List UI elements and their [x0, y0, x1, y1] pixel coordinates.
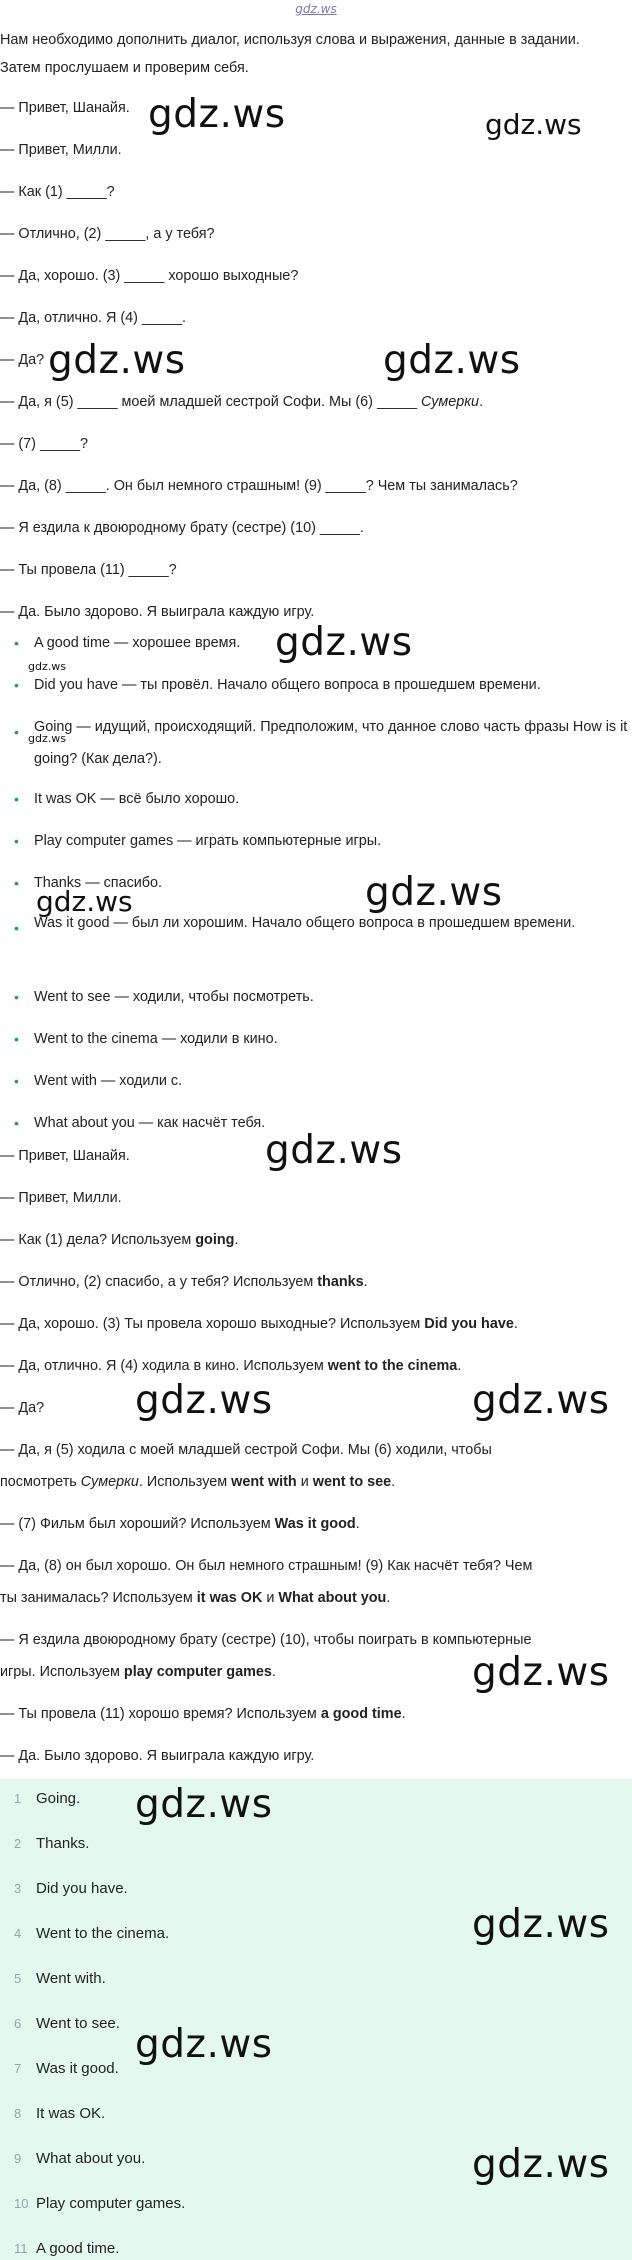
answer-dialog-line — [0, 1703, 632, 1725]
answer-text: . — [234, 1232, 239, 1248]
bullet-icon: • — [14, 920, 19, 936]
bullet-icon: • — [14, 677, 19, 693]
watermark: gdz.ws — [472, 1378, 610, 1423]
watermark: gdz.ws — [148, 92, 286, 137]
vocab-text: Going — идущий, происходящий. Предположим, что данное слово часть фразы How is it going? (Как дела?). — [34, 719, 628, 767]
answers-box — [0, 1779, 632, 2260]
dialog-line: — Привет, Милли. — [0, 142, 122, 158]
dialog-line: — Отлично, (2) _____, а у тебя? — [0, 226, 215, 242]
dialog-line: — Да? — [0, 352, 45, 368]
answer-dialog-line — [0, 1313, 632, 1335]
vocab-text: What about you — как насчёт тебя. — [34, 1115, 266, 1131]
watermark: gdz.ws — [135, 2022, 273, 2067]
watermark: gdz.ws — [275, 620, 413, 665]
answer-text: — Да, хорошо. (3) Ты провела хорошо выходные? Используем — [0, 1316, 425, 1332]
answer-text: Going. — [36, 1790, 81, 1807]
vocab-item — [14, 1028, 632, 1050]
answer-number: 1 — [14, 1791, 22, 1806]
answer-dialog-line: — Привет, Шанайя. — [0, 1148, 130, 1164]
answer-text: . — [355, 1516, 360, 1532]
vocab-item — [14, 1070, 632, 1092]
vocab-item — [14, 788, 632, 810]
answer-number: 3 — [14, 1881, 22, 1896]
answer-text: What about you. — [36, 2150, 146, 2167]
bullet-icon: • — [14, 724, 19, 740]
answer-text: A good time. — [36, 2240, 120, 2257]
answer-keyword: went to the cinema — [327, 1358, 458, 1374]
vocab-text: Went to see — ходили, чтобы посмотреть. — [34, 989, 314, 1005]
dialog-line: — Привет, Шанайя. — [0, 100, 130, 116]
answer-dialog-line — [0, 1513, 632, 1535]
answer-text: Was it good. — [36, 2060, 119, 2077]
task-intro: Нам необходимо дополнить диалог, используя слова и выражения, данные в задании. Затем прослушаем и проверим себя. — [0, 32, 580, 76]
vocab-item — [14, 830, 632, 852]
answer-keyword: Was it good — [274, 1516, 356, 1532]
answer-text: Went to see. — [36, 2015, 120, 2032]
answer-text: и — [262, 1590, 279, 1606]
answer-keyword: thanks — [317, 1274, 364, 1290]
answer-dialog-line — [0, 1587, 632, 1609]
vocab-text: A good time — хорошее время. — [34, 635, 241, 651]
vocab-text: Went with — ходили с. — [34, 1073, 183, 1089]
answer-keyword: went to see — [312, 1474, 392, 1490]
watermark: gdz.ws — [135, 1782, 273, 1827]
watermark: gdz.ws — [48, 338, 186, 383]
answer-keyword: went with — [231, 1474, 297, 1490]
watermark: gdz.ws — [383, 338, 521, 383]
answer-keyword: play computer games — [123, 1664, 272, 1680]
answer-dialog-line: — Да. Было здорово. Я выиграла каждую игру. — [0, 1748, 315, 1764]
answer-dialog-line — [0, 1629, 632, 1651]
answer-text: — Я ездила двоюродному брату (сестре) (10), чтобы поиграть в компьютерные — [0, 1632, 532, 1648]
watermark: gdz.ws — [265, 1128, 403, 1173]
answer-keyword: it was OK — [196, 1590, 263, 1606]
vocab-item — [14, 986, 632, 1008]
answer-keyword: going — [195, 1232, 235, 1248]
watermark: gdz.ws — [485, 108, 582, 141]
answer-dialog-line — [0, 1355, 632, 1377]
answer-text: . — [271, 1664, 276, 1680]
answer-number: 7 — [14, 2061, 22, 2076]
answer-number: 11 — [14, 2241, 28, 2256]
answer-text: Went with. — [36, 1970, 106, 1987]
site-logo[interactable]: gdz.ws — [295, 2, 337, 16]
dialog-line: — Да, (8) _____. Он был немного страшным! (9) _____? Чем ты занималась? — [0, 478, 518, 494]
answer-keyword: What about you — [278, 1590, 387, 1606]
answer-text: . Используем — [138, 1474, 232, 1490]
watermark: gdz.ws — [135, 1378, 273, 1423]
dialog-line: — Ты провела (11) _____? — [0, 562, 177, 578]
bullet-icon: • — [14, 1031, 19, 1047]
dialog-line — [0, 391, 632, 413]
answer-text: It was OK. — [36, 2105, 106, 2122]
answer-text: . — [363, 1274, 368, 1290]
answer-number: 2 — [14, 1836, 22, 1851]
answer-text: — Да, (8) он был хорошо. Он был немного страшным! (9) Как насчёт тебя? Чем — [0, 1558, 533, 1574]
watermark: gdz.ws — [472, 1902, 610, 1947]
vocab-item — [14, 674, 632, 696]
dialog-line: — Да, отлично. Я (4) _____. — [0, 310, 186, 326]
dialog-line: — Как (1) _____? — [0, 184, 115, 200]
watermark: gdz.ws — [36, 885, 133, 918]
answer-dialog-line — [0, 1555, 632, 1577]
watermark: gdz.ws — [472, 1650, 610, 1695]
watermark: gdz.ws — [365, 870, 503, 915]
vocab-text: Thanks — спасибо. — [34, 875, 163, 891]
answer-text: . — [457, 1358, 462, 1374]
watermark: gdz.ws — [28, 660, 66, 673]
answer-text: . — [401, 1706, 406, 1722]
answer-number: 10 — [14, 2196, 29, 2211]
answer-text: ты занималась? Используем — [0, 1590, 197, 1606]
answer-number: 8 — [14, 2106, 22, 2121]
answer-dialog-line — [0, 1471, 632, 1493]
answer-number: 6 — [14, 2016, 22, 2031]
bullet-icon: • — [14, 635, 19, 651]
vocab-item — [14, 711, 632, 775]
answer-text: . — [391, 1474, 396, 1490]
vocab-text: Went to the cinema — ходили в кино. — [34, 1031, 278, 1047]
vocab-text: It was OK — всё было хорошо. — [34, 791, 240, 807]
answer-dialog-line — [0, 1271, 632, 1293]
bullet-icon: • — [14, 989, 19, 1005]
answer-number: 4 — [14, 1926, 22, 1941]
answer-text: — Как (1) дела? Используем — [0, 1232, 196, 1248]
answer-dialog-line — [0, 1229, 632, 1251]
answer-keyword: Did you have — [424, 1316, 514, 1332]
dialog-line: — Да. Было здорово. Я выиграла каждую игру. — [0, 604, 315, 620]
answer-dialog-line: — Привет, Милли. — [0, 1190, 122, 1206]
answer-dialog-line: — Да? — [0, 1400, 45, 1416]
watermark: gdz.ws — [472, 2142, 610, 2187]
answer-text: посмотреть — [0, 1474, 81, 1490]
answer-text: . — [513, 1316, 518, 1332]
dialog-movie-title: Сумерки — [420, 394, 480, 410]
answer-text: — Ты провела (11) хорошо время? Используем — [0, 1706, 321, 1722]
watermark: gdz.ws — [28, 732, 66, 745]
dialog-text: . — [479, 394, 484, 410]
dialog-line: — Я ездила к двоюродному брату (сестре) (10) _____. — [0, 520, 364, 536]
dialog-text: — Да, я (5) _____ моей младшей сестрой Софи. Мы (6) _____ — [0, 394, 421, 410]
bullet-icon: • — [14, 1073, 19, 1089]
answer-text: — Да, отлично. Я (4) ходила в кино. Используем — [0, 1358, 328, 1374]
bullet-icon: • — [14, 791, 19, 807]
dialog-line: — Да, хорошо. (3) _____ хорошо выходные? — [0, 268, 299, 284]
answer-dialog-line — [0, 1439, 632, 1461]
bullet-icon: • — [14, 875, 19, 891]
vocab-text: Play computer games — играть компьютерные игры. — [34, 833, 382, 849]
answer-text: игры. Используем — [0, 1664, 124, 1680]
answer-text: Went to the cinema. — [36, 1925, 170, 1942]
bullet-icon: • — [14, 1115, 19, 1131]
answer-text: . — [386, 1590, 391, 1606]
answer-keyword: a good time — [320, 1706, 402, 1722]
answer-text: Thanks. — [36, 1835, 90, 1852]
bullet-icon: • — [14, 833, 19, 849]
answer-text: Did you have. — [36, 1880, 128, 1897]
answer-text: — Отлично, (2) спасибо, а у тебя? Используем — [0, 1274, 318, 1290]
answer-number: 5 — [14, 1971, 22, 1986]
answer-text: Play computer games. — [36, 2195, 186, 2212]
vocab-text: Did you have — ты провёл. Начало общего вопроса в прошедшем времени. — [34, 677, 541, 693]
vocab-text: Was it good — был ли хорошим. Начало общего вопроса в прошедшем времени. — [34, 915, 576, 931]
dialog-line: — (7) _____? — [0, 436, 88, 452]
answer-text: — Да, я (5) ходила с моей младшей сестрой Софи. Мы (6) ходили, чтобы — [0, 1442, 492, 1458]
answer-text: — (7) Фильм был хороший? Используем — [0, 1516, 275, 1532]
answer-movie-title: Сумерки — [80, 1474, 139, 1490]
answer-text: и — [296, 1474, 313, 1490]
answer-number: 9 — [14, 2151, 22, 2166]
